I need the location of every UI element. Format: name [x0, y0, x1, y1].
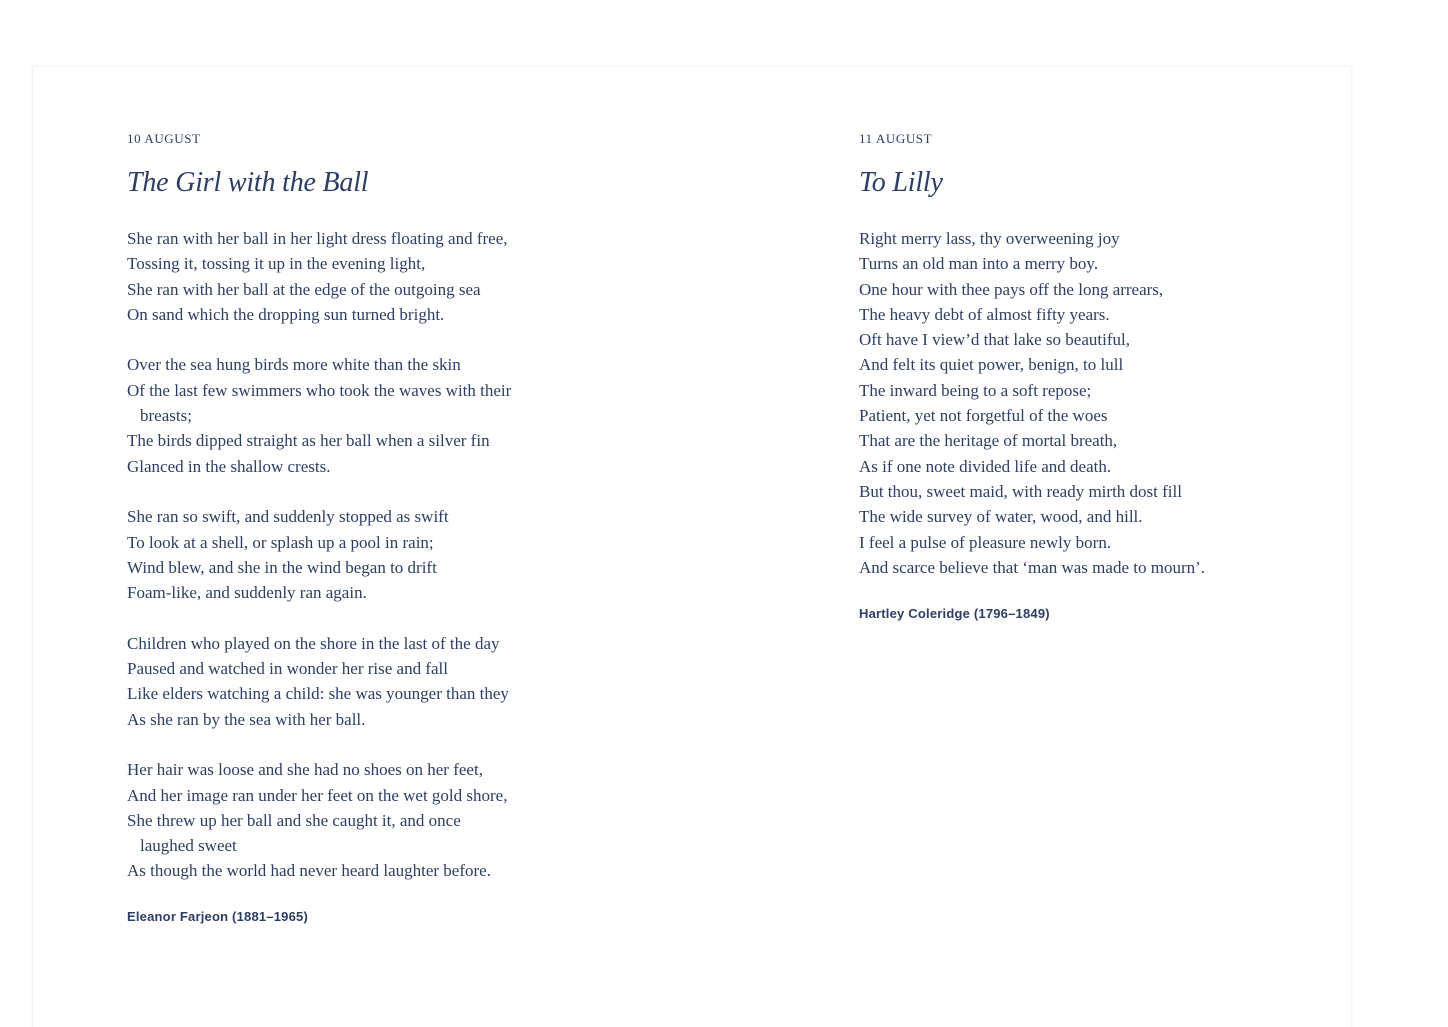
- stanza-gap: [127, 327, 587, 352]
- poem-line: Children who played on the shore in the last of the day: [127, 633, 500, 653]
- poem-line: And her image ran under her feet on the wet gold shore,: [127, 785, 508, 805]
- poem-line: Over the sea hung birds more white than the skin: [127, 355, 461, 375]
- poem-line-continuation: laughed sweet: [140, 836, 237, 856]
- poem-date: 10 AUGUST: [127, 131, 201, 146]
- poem-body: [127, 226, 587, 884]
- poem-line: She ran with her ball at the edge of the outgoing sea: [127, 279, 481, 299]
- poem-line: Turns an old man into a merry boy.: [859, 254, 1099, 274]
- poem-line: Her hair was loose and she had no shoes on her feet,: [127, 760, 483, 780]
- poem-line: The inward being to a soft repose;: [859, 380, 1092, 400]
- poem-title: The Girl with the Ball: [127, 167, 369, 198]
- poem-line: On sand which the dropping sun turned bright.: [127, 304, 445, 324]
- poem-line: And felt its quiet power, benign, to lull: [859, 355, 1124, 375]
- poem-line: As though the world had never heard laughter before.: [127, 861, 491, 881]
- poem-line: Like elders watching a child: she was younger than they: [127, 684, 509, 704]
- poem-body: [859, 226, 1319, 580]
- poem-title: To Lilly: [859, 167, 943, 198]
- poem-line: Right merry lass, thy overweening joy: [859, 229, 1120, 248]
- poem-line: Patient, yet not forgetful of the woes: [859, 406, 1108, 426]
- poem-line: Paused and watched in wonder her rise and fall: [127, 659, 448, 679]
- poem-line: One hour with thee pays off the long arrears,: [859, 279, 1164, 299]
- poem-line: But thou, sweet maid, with ready mirth dost fill: [859, 481, 1182, 501]
- poem-line: The wide survey of water, wood, and hill.: [859, 507, 1143, 527]
- poem-line-continuation: breasts;: [140, 406, 192, 426]
- poem-line: Of the last few swimmers who took the waves with their: [127, 380, 512, 400]
- poem-author: Eleanor Farjeon (1881–1965): [127, 909, 308, 924]
- stanza-gap: [127, 605, 587, 630]
- poem-line: I feel a pulse of pleasure newly born.: [859, 532, 1112, 552]
- poem-line: Foam-like, and suddenly ran again.: [127, 583, 367, 603]
- poem-line: That are the heritage of mortal breath,: [859, 431, 1118, 451]
- poem-line: As she ran by the sea with her ball.: [127, 709, 366, 729]
- poem-line: She ran so swift, and suddenly stopped as swift: [127, 507, 449, 527]
- poem-line: Wind blew, and she in the wind began to drift: [127, 557, 437, 577]
- poem-line: Oft have I view’d that lake so beautiful,: [859, 330, 1130, 350]
- poem-line: The birds dipped straight as her ball when a silver fin: [127, 431, 490, 451]
- poem-line: And scarce believe that ‘man was made to mourn’.: [859, 557, 1206, 577]
- poem-line: She threw up her ball and she caught it, and once: [127, 810, 461, 830]
- poem-date: 11 AUGUST: [859, 131, 933, 146]
- poem-line: Tossing it, tossing it up in the evening light,: [127, 254, 426, 274]
- poem-line: Glanced in the shallow crests.: [127, 456, 331, 476]
- stanza-gap: [127, 732, 587, 757]
- poem-line: As if one note divided life and death.: [859, 456, 1112, 476]
- poem-author: Hartley Coleridge (1796–1849): [859, 606, 1050, 621]
- poem-line: To look at a shell, or splash up a pool in rain;: [127, 532, 434, 552]
- poem-line: She ran with her ball in her light dress floating and free,: [127, 229, 508, 248]
- book-spread: [32, 66, 1352, 1027]
- stanza-gap: [127, 479, 587, 504]
- poem-line: The heavy debt of almost fifty years.: [859, 304, 1110, 324]
